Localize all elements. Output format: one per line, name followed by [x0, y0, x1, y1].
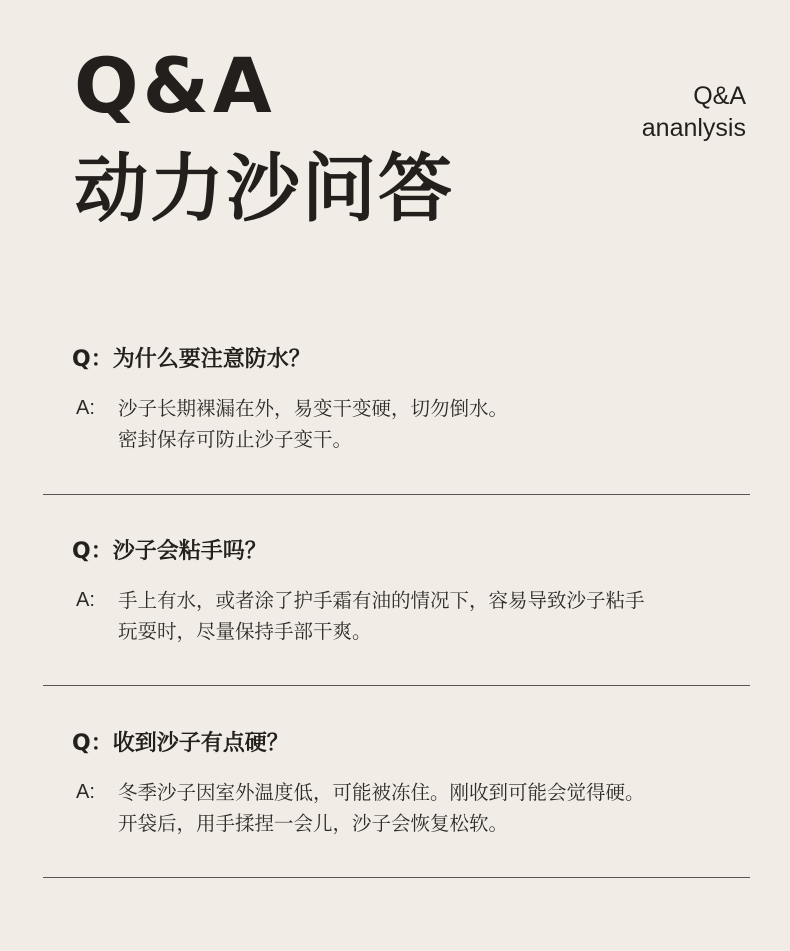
answer-line: 玩耍时，尽量保持手部干爽。 [118, 620, 372, 643]
answer-text [118, 393, 508, 455]
answer-prefix: A: [76, 397, 95, 419]
page-subtitle: 动力沙问答 [74, 146, 454, 232]
answer-text [118, 585, 645, 647]
divider [43, 685, 750, 686]
answer-line: 沙子长期裸漏在外，易变干变硬，切勿倒水。 [118, 397, 509, 420]
answer-line: 手上有水，或者涂了护手霜有油的情况下，容易导致沙子粘手 [118, 589, 645, 612]
answer-line: 开袋后，用手揉捏一会儿，沙子会恢复松软。 [118, 812, 509, 835]
qa-item-sticky-hands [0, 537, 790, 727]
answer-line: 密封保存可防止沙子变干。 [118, 428, 353, 451]
corner-label-line2: ananlysis [641, 114, 746, 142]
answer-line: 冬季沙子因室外温度低，可能被冻住。刚收到可能会觉得硬。 [118, 781, 645, 804]
answer-prefix: A: [76, 589, 95, 611]
qa-item-waterproof [0, 345, 790, 535]
divider [43, 877, 750, 878]
question-text: Q：收到沙子有点硬？ [72, 731, 289, 756]
corner-label [642, 80, 746, 144]
qa-item-hard-sand [0, 729, 790, 919]
divider [43, 494, 750, 495]
question-text: Q：为什么要注意防水？ [72, 347, 311, 372]
answer-text [118, 777, 645, 839]
corner-label-line1: Q&A [693, 82, 746, 110]
answer-prefix: A: [76, 781, 95, 803]
page-title: Q&A [74, 41, 276, 130]
question-text: Q：沙子会粘手吗？ [72, 539, 267, 564]
